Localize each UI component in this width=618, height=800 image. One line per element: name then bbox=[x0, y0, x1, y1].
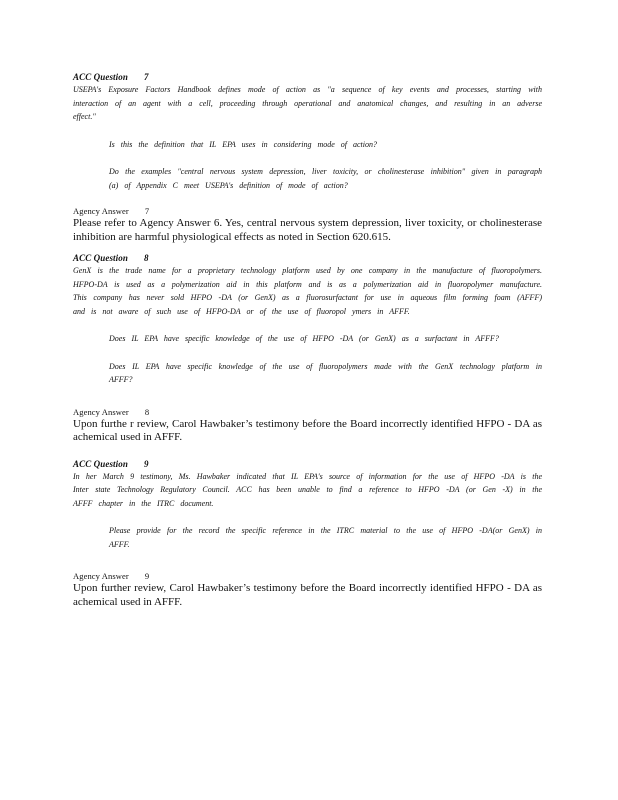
question-8-label: ACC Question bbox=[73, 253, 128, 263]
question-7-label: ACC Question bbox=[73, 72, 128, 82]
answer-8-heading bbox=[73, 407, 542, 418]
question-8-heading bbox=[73, 253, 542, 264]
question-9-text: In her March 9 testimony, Ms. Hawbaker indicated that IL EPA's source of information for the use of HFPO -DA is the Inter state Technology Regulatory Council. ACC has been unable to find a reference to HFPO -DA (or Gen -X) in the AFFF chapter in the ITRC document. bbox=[73, 471, 542, 508]
question-7-number: 7 bbox=[143, 72, 149, 82]
answer-7-number: 7 bbox=[144, 206, 150, 216]
answer-8-text: Upon furthe r review, Carol Hawbaker’s testimony before the Board incorrectly identified HFPO - DA as achemical used in AFFF. bbox=[73, 417, 542, 443]
question-9-sub-1: Please provide for the record the specific reference in the ITRC material to the use of HFPO -DA(or GenX) in AFFF. bbox=[109, 526, 542, 549]
question-7-sub-2: Do the examples "central nervous system depression, liver toxicity, or cholinesterase inhibition" given in paragraph (a) of Appendix C meet USEPA's definition of mode of action? bbox=[109, 167, 542, 190]
question-7-sub-1: Is this the definition that IL EPA uses in considering mode of action? bbox=[109, 139, 377, 149]
question-7-text: USEPA's Exposure Factors Handbook defines mode of action as "a sequence of key events and processes, starting with interaction of an agent with a cell, proceeding through operational and anatomical changes, and resulting in an adverse effect." bbox=[73, 85, 542, 121]
answer-8-number: 8 bbox=[144, 406, 150, 417]
answer-9-text: Upon further review, Carol Hawbaker’s testimony before the Board incorrectly identified HFPO - DA as achemical used in AFFF. bbox=[73, 582, 542, 608]
document-page bbox=[73, 72, 542, 609]
answer-9-number: 9 bbox=[144, 571, 150, 581]
answer-8-label: Agency Answer bbox=[73, 406, 129, 417]
answer-7-text: Please refer to Agency Answer 6. Yes, central nervous system depression, liver toxicity, or cholinesterase inhibition are harmful physiological effects as noted in Section 620.615. bbox=[73, 217, 542, 243]
question-9-heading bbox=[73, 459, 542, 470]
answer-7-heading bbox=[73, 206, 542, 217]
answer-9-label: Agency Answer bbox=[73, 571, 129, 581]
question-7-heading bbox=[73, 72, 542, 83]
question-8-number: 8 bbox=[143, 253, 149, 263]
question-8-sub-1: Does IL EPA have specific knowledge of the use of HFPO -DA (or GenX) as a surfactant in AFFF? bbox=[109, 334, 499, 343]
answer-9-heading bbox=[73, 571, 542, 582]
question-8-sub-2: Does IL EPA have specific knowledge of the use of fluoropolymers made with the GenX technology platform in AFFF? bbox=[109, 361, 542, 384]
question-8-text: GenX is the trade name for a proprietary technology platform used by one company in the manufacture of fluoropolymers. HFPO-DA is used as a polymerization aid in this platform and is as a polymerization aid in fluoropolymer manufacture. This company has never sold HFPO -DA (or GenX) as a fluorosurfactant for use in aqueous film forming foam (AFFF) and is not aware of such use of HFPO-DA or of the use of fluoropol ymers in AFFF. bbox=[73, 266, 542, 316]
question-9-label: ACC Question bbox=[73, 458, 128, 469]
answer-7-label: Agency Answer bbox=[73, 206, 129, 216]
question-9-number: 9 bbox=[143, 458, 149, 469]
